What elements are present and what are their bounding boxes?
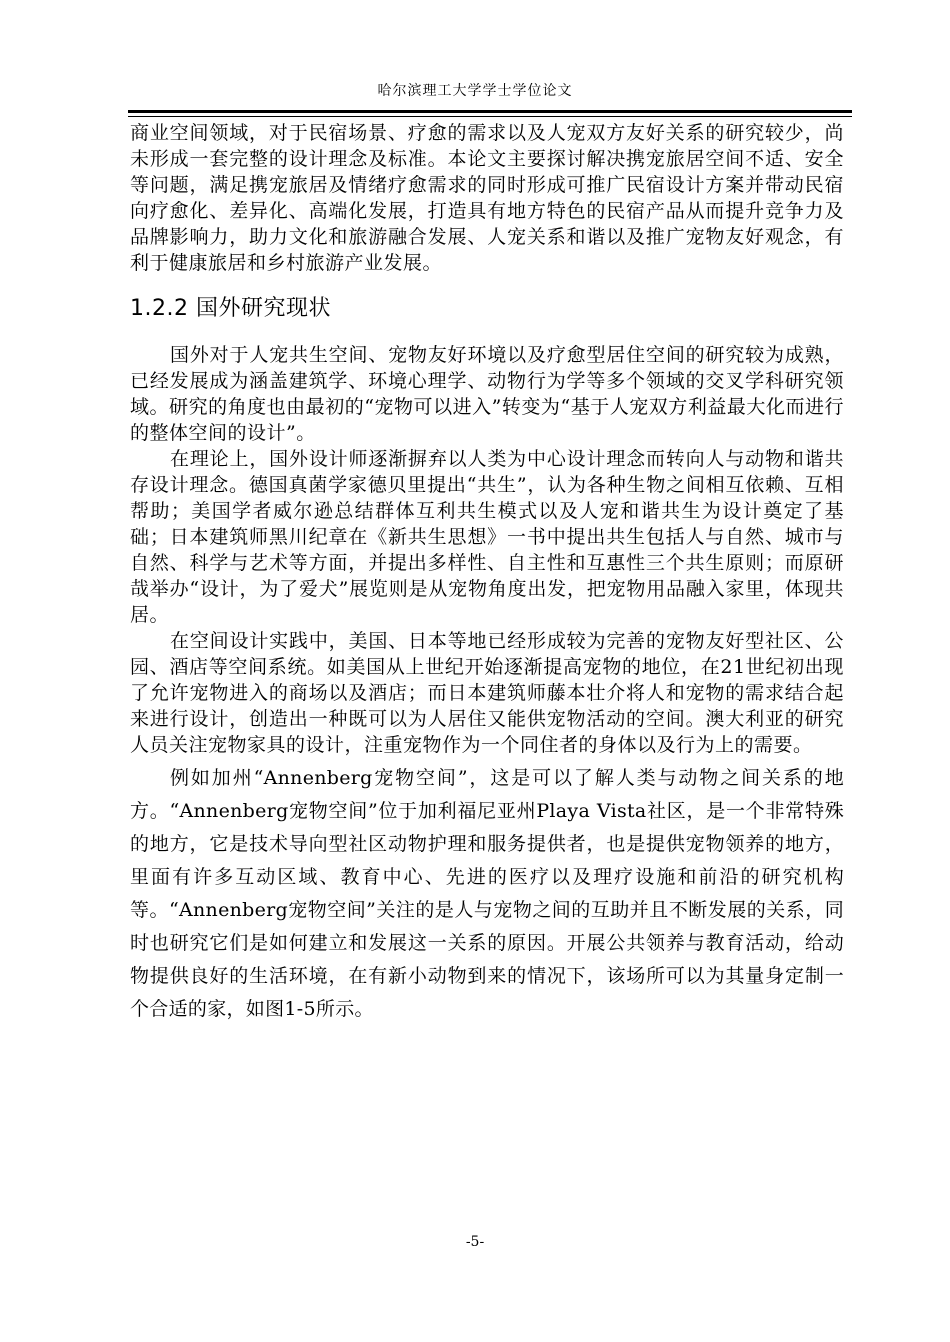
body-text [130, 120, 844, 1026]
header-rule-thick [128, 110, 852, 113]
running-header: 哈尔滨理工大学学士学位论文 [377, 83, 573, 99]
paragraph-5: 例如加州“Annenberg宠物空间”，这是可以了解人类与动物之间关系的地方。“Annenberg宠物空间”位于加利福尼亚州Playa Vista社区，是一个非常特殊的地方，它是技术导向型社区动物护理和服务提供者，也是提供宠物领养的地方，里面有许多互动区域、教育中心、先进的医疗以及理疗设施和前沿的研究机构等。“Annenberg宠物空间”关注的是人与宠物之间的互助并且不断发展的关系，同时也研究它们是如何建立和发展这一关系的原因。开展公共领养与教育活动，给动物提供良好的生活环境，在有新小动物到来的情况下，该场所可以为其量身定制一个合适的家，如图1-5所示。 [130, 767, 844, 1020]
paragraph-3: 在理论上，国外设计师逐渐摒弃以人类为中心设计理念而转向人与动物和谐共存设计理念。德国真菌学家德贝里提出“共生”，认为各种生物之间相互依赖、互相帮助；美国学者威尔逊总结群体互利共生模式以及人宠和谐共生为设计奠定了基础；日本建筑师黑川纪章在《新共生思想》一书中提出共生包括人与自然、城市与自然、科学与艺术等方面，并提出多样性、自主性和互惠性三个共生原则；而原研哉举办“设计，为了爱犬”展览则是从宠物角度出发，把宠物用品融入家里，体现共居。 [130, 448, 844, 626]
paragraph-2: 国外对于人宠共生空间、宠物友好环境以及疗愈型居住空间的研究较为成熟，已经发展成为涵盖建筑学、环境心理学、动物行为学等多个领域的交叉学科研究领域。研究的角度也由最初的“宠物可以进入”转变为“基于人宠双方利益最大化而进行的整体空间的设计”。 [130, 344, 844, 444]
paragraph-4: 在空间设计实践中，美国、日本等地已经形成较为完善的宠物友好型社区、公园、酒店等空间系统。如美国从上世纪开始逐渐提高宠物的地位，在21世纪初出现了允许宠物进入的商场以及酒店；而日本建筑师藤本壮介将人和宠物的需求结合起来进行设计，创造出一种既可以为人居住又能供宠物活动的空间。澳大利亚的研究人员关注宠物家具的设计，注重宠物作为一个同住者的身体以及行为上的需要。 [130, 630, 844, 756]
paragraph-1: 商业空间领域，对于民宿场景、疗愈的需求以及人宠双方友好关系的研究较少，尚未形成一套完整的设计理念及标准。本论文主要探讨解决携宠旅居空间不适、安全等问题，满足携宠旅居及情绪疗愈需求的同时形成可推广民宿设计方案并带动民宿向疗愈化、差异化、高端化发展，打造具有地方特色的民宿产品从而提升竞争力及品牌影响力，助力文化和旅游融合发展、人宠关系和谐以及推广宠物友好观念，有利于健康旅居和乡村旅游产业发展。 [130, 122, 844, 274]
page-number: -5- [465, 1234, 485, 1250]
section-heading: 1.2.2 国外研究现状 [130, 296, 331, 321]
header-rule-thin [128, 116, 852, 117]
